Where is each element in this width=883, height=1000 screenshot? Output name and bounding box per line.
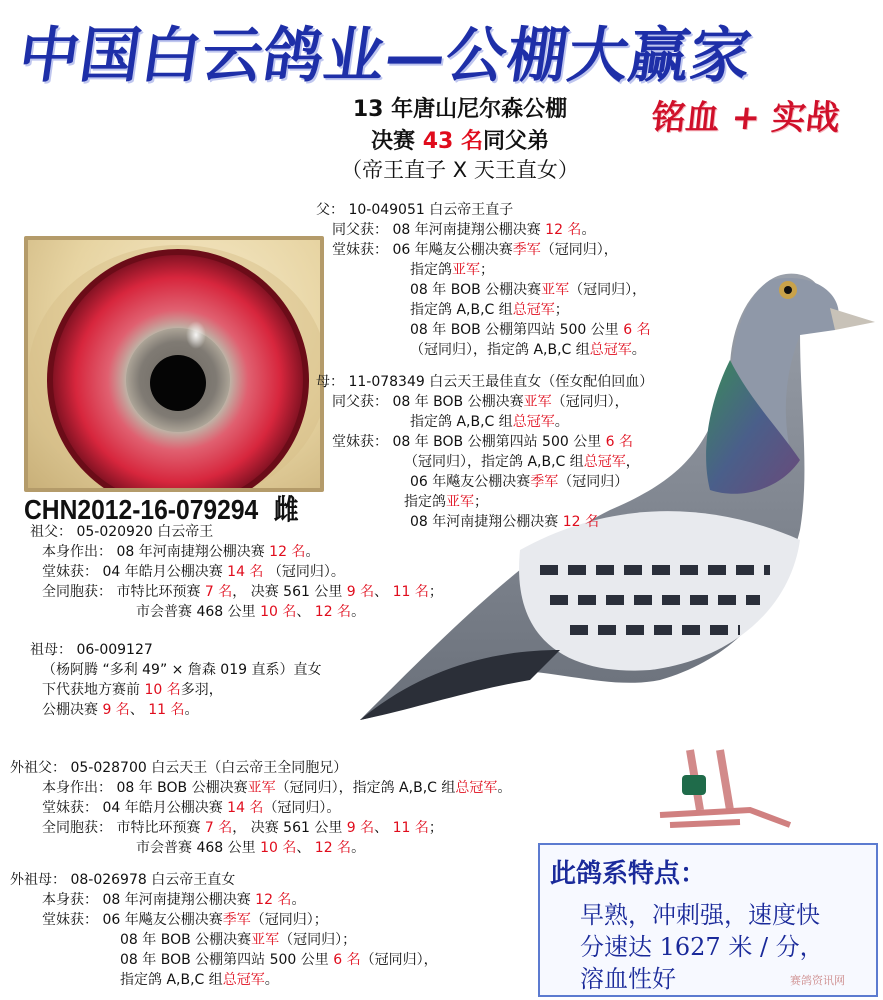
features-line-1: 早熟，冲刺强，速度快 bbox=[580, 901, 820, 929]
mother-line-0: 母： 11-078349 白云天王最佳直女（侄女配伯回血） bbox=[316, 374, 654, 390]
grandmother-line-0: 祖母： 06-009127 bbox=[30, 642, 153, 658]
father-line-0: 父： 10-049051 白云帝王直子 bbox=[316, 202, 514, 218]
mother-line-3: 堂妹获： 08 年 BOB 公棚第四站 500 公里 6 名 bbox=[332, 434, 634, 450]
subtitle-line-2 bbox=[300, 124, 620, 155]
father-line-2: 堂妹获： 06 年飚友公棚决赛季军（冠同归）， bbox=[332, 242, 618, 258]
mother-line-2: 指定鸽 A,B,C 组总冠军。 bbox=[410, 414, 569, 430]
mat-grandfather-line-2: 堂妹获： 04 年皓月公棚决赛 14 名（冠同归）。 bbox=[42, 800, 341, 816]
eye-illustration bbox=[28, 240, 320, 488]
grandmother-line-2: 下代获地方赛前 10 名多羽， bbox=[42, 682, 223, 698]
mat-grandfather-line-4: 市会普赛 468 公里 10 名、 12 名。 bbox=[136, 840, 366, 856]
ring-number-value: CHN2012-16-079294 bbox=[24, 494, 259, 525]
features-title: 此鸽系特点： bbox=[550, 859, 707, 889]
grandmother-line-3: 公棚决赛 9 名、 11 名。 bbox=[42, 702, 199, 718]
mat-grandmother-line-1: 本身获： 08 年河南捷翔公棚决赛 12 名。 bbox=[42, 892, 306, 908]
mother-line-5: 06 年飚友公棚决赛季军（冠同归） bbox=[410, 474, 629, 490]
watermark: 赛鸽资讯网 bbox=[790, 974, 845, 987]
grandfather-line-0: 祖父： 05-020920 白云帝王 bbox=[30, 524, 214, 540]
father-line-1: 同父获： 08 年河南捷翔公棚决赛 12 名。 bbox=[332, 222, 596, 238]
subtitle-line-2-prefix: 决赛 bbox=[371, 129, 423, 154]
mat-grandmother-line-0: 外祖母： 08-026978 白云帝王直女 bbox=[10, 872, 236, 888]
mat-grandmother-line-5: 指定鸽 A,B,C 组总冠军。 bbox=[120, 972, 279, 988]
mat-grandfather-line-0: 外祖父： 05-028700 白云天王（白云帝王全同胞兄） bbox=[10, 760, 348, 776]
mat-grandfather-line-1: 本身作出： 08 年 BOB 公棚决赛亚军（冠同归），指定鸽 A,B,C 组总冠军。 bbox=[42, 780, 512, 796]
mother-line-6: 指定鸽亚军； bbox=[404, 494, 488, 510]
mat-grandmother-line-2: 堂妹获： 06 年飚友公棚决赛季军（冠同归）； bbox=[42, 912, 328, 928]
grandmother-line-1: （杨阿腾 “多利 49” × 詹森 019 直系）直女 bbox=[42, 662, 322, 678]
mother-line-1: 同父获： 08 年 BOB 公棚决赛亚军（冠同归）， bbox=[332, 394, 629, 410]
features-line-2: 分速达 1627 米 / 分， bbox=[580, 933, 824, 961]
subtitle-line-2-rank: 43 名 bbox=[422, 129, 483, 154]
subtitle-line-3: （帝王直子 X 天王直女） bbox=[341, 158, 579, 182]
page-title: 中国白云鸽业—公棚大赢家 bbox=[14, 21, 757, 91]
father-line-5: 指定鸽 A,B,C 组总冠军； bbox=[410, 302, 569, 318]
subtitle-line-1: 13 年唐山尼尔森公棚 bbox=[352, 97, 568, 122]
grandfather-line-4: 市会普赛 468 公里 10 名、 12 名。 bbox=[136, 604, 366, 620]
mother-line-7: 08 年河南捷翔公棚决赛 12 名 bbox=[410, 514, 599, 530]
father-line-3: 指定鸽亚军； bbox=[410, 262, 494, 278]
tagline: 铭血 + 实战 bbox=[649, 98, 842, 138]
mother-line-4: （冠同归），指定鸽 A,B,C 组总冠军， bbox=[404, 454, 640, 470]
subtitle-line-2-suffix: 同父弟 bbox=[482, 129, 549, 154]
grandfather-line-1: 本身作出： 08 年河南捷翔公棚决赛 12 名。 bbox=[42, 544, 320, 560]
father-line-4: 08 年 BOB 公棚决赛亚军（冠同归）， bbox=[410, 282, 647, 298]
mat-grandmother-line-3: 08 年 BOB 公棚决赛亚军（冠同归）； bbox=[120, 932, 357, 948]
father-line-6: 08 年 BOB 公棚第四站 500 公里 6 名 bbox=[410, 322, 651, 338]
sex-label: 雌 bbox=[273, 494, 299, 525]
eye-photo bbox=[24, 236, 324, 492]
father-line-7: （冠同归），指定鸽 A,B,C 组总冠军。 bbox=[410, 342, 646, 358]
grandfather-line-3: 全同胞获： 市特比环预赛 7 名， 决赛 561 公里 9 名、 11 名； bbox=[42, 584, 443, 600]
mat-grandfather-line-3: 全同胞获： 市特比环预赛 7 名， 决赛 561 公里 9 名、 11 名； bbox=[42, 820, 443, 836]
features-line-3: 溶血性好 bbox=[580, 965, 676, 993]
grandfather-line-2: 堂妹获： 04 年皓月公棚决赛 14 名 （冠同归）。 bbox=[42, 564, 345, 580]
mat-grandmother-line-4: 08 年 BOB 公棚第四站 500 公里 6 名（冠同归）， bbox=[120, 952, 438, 968]
